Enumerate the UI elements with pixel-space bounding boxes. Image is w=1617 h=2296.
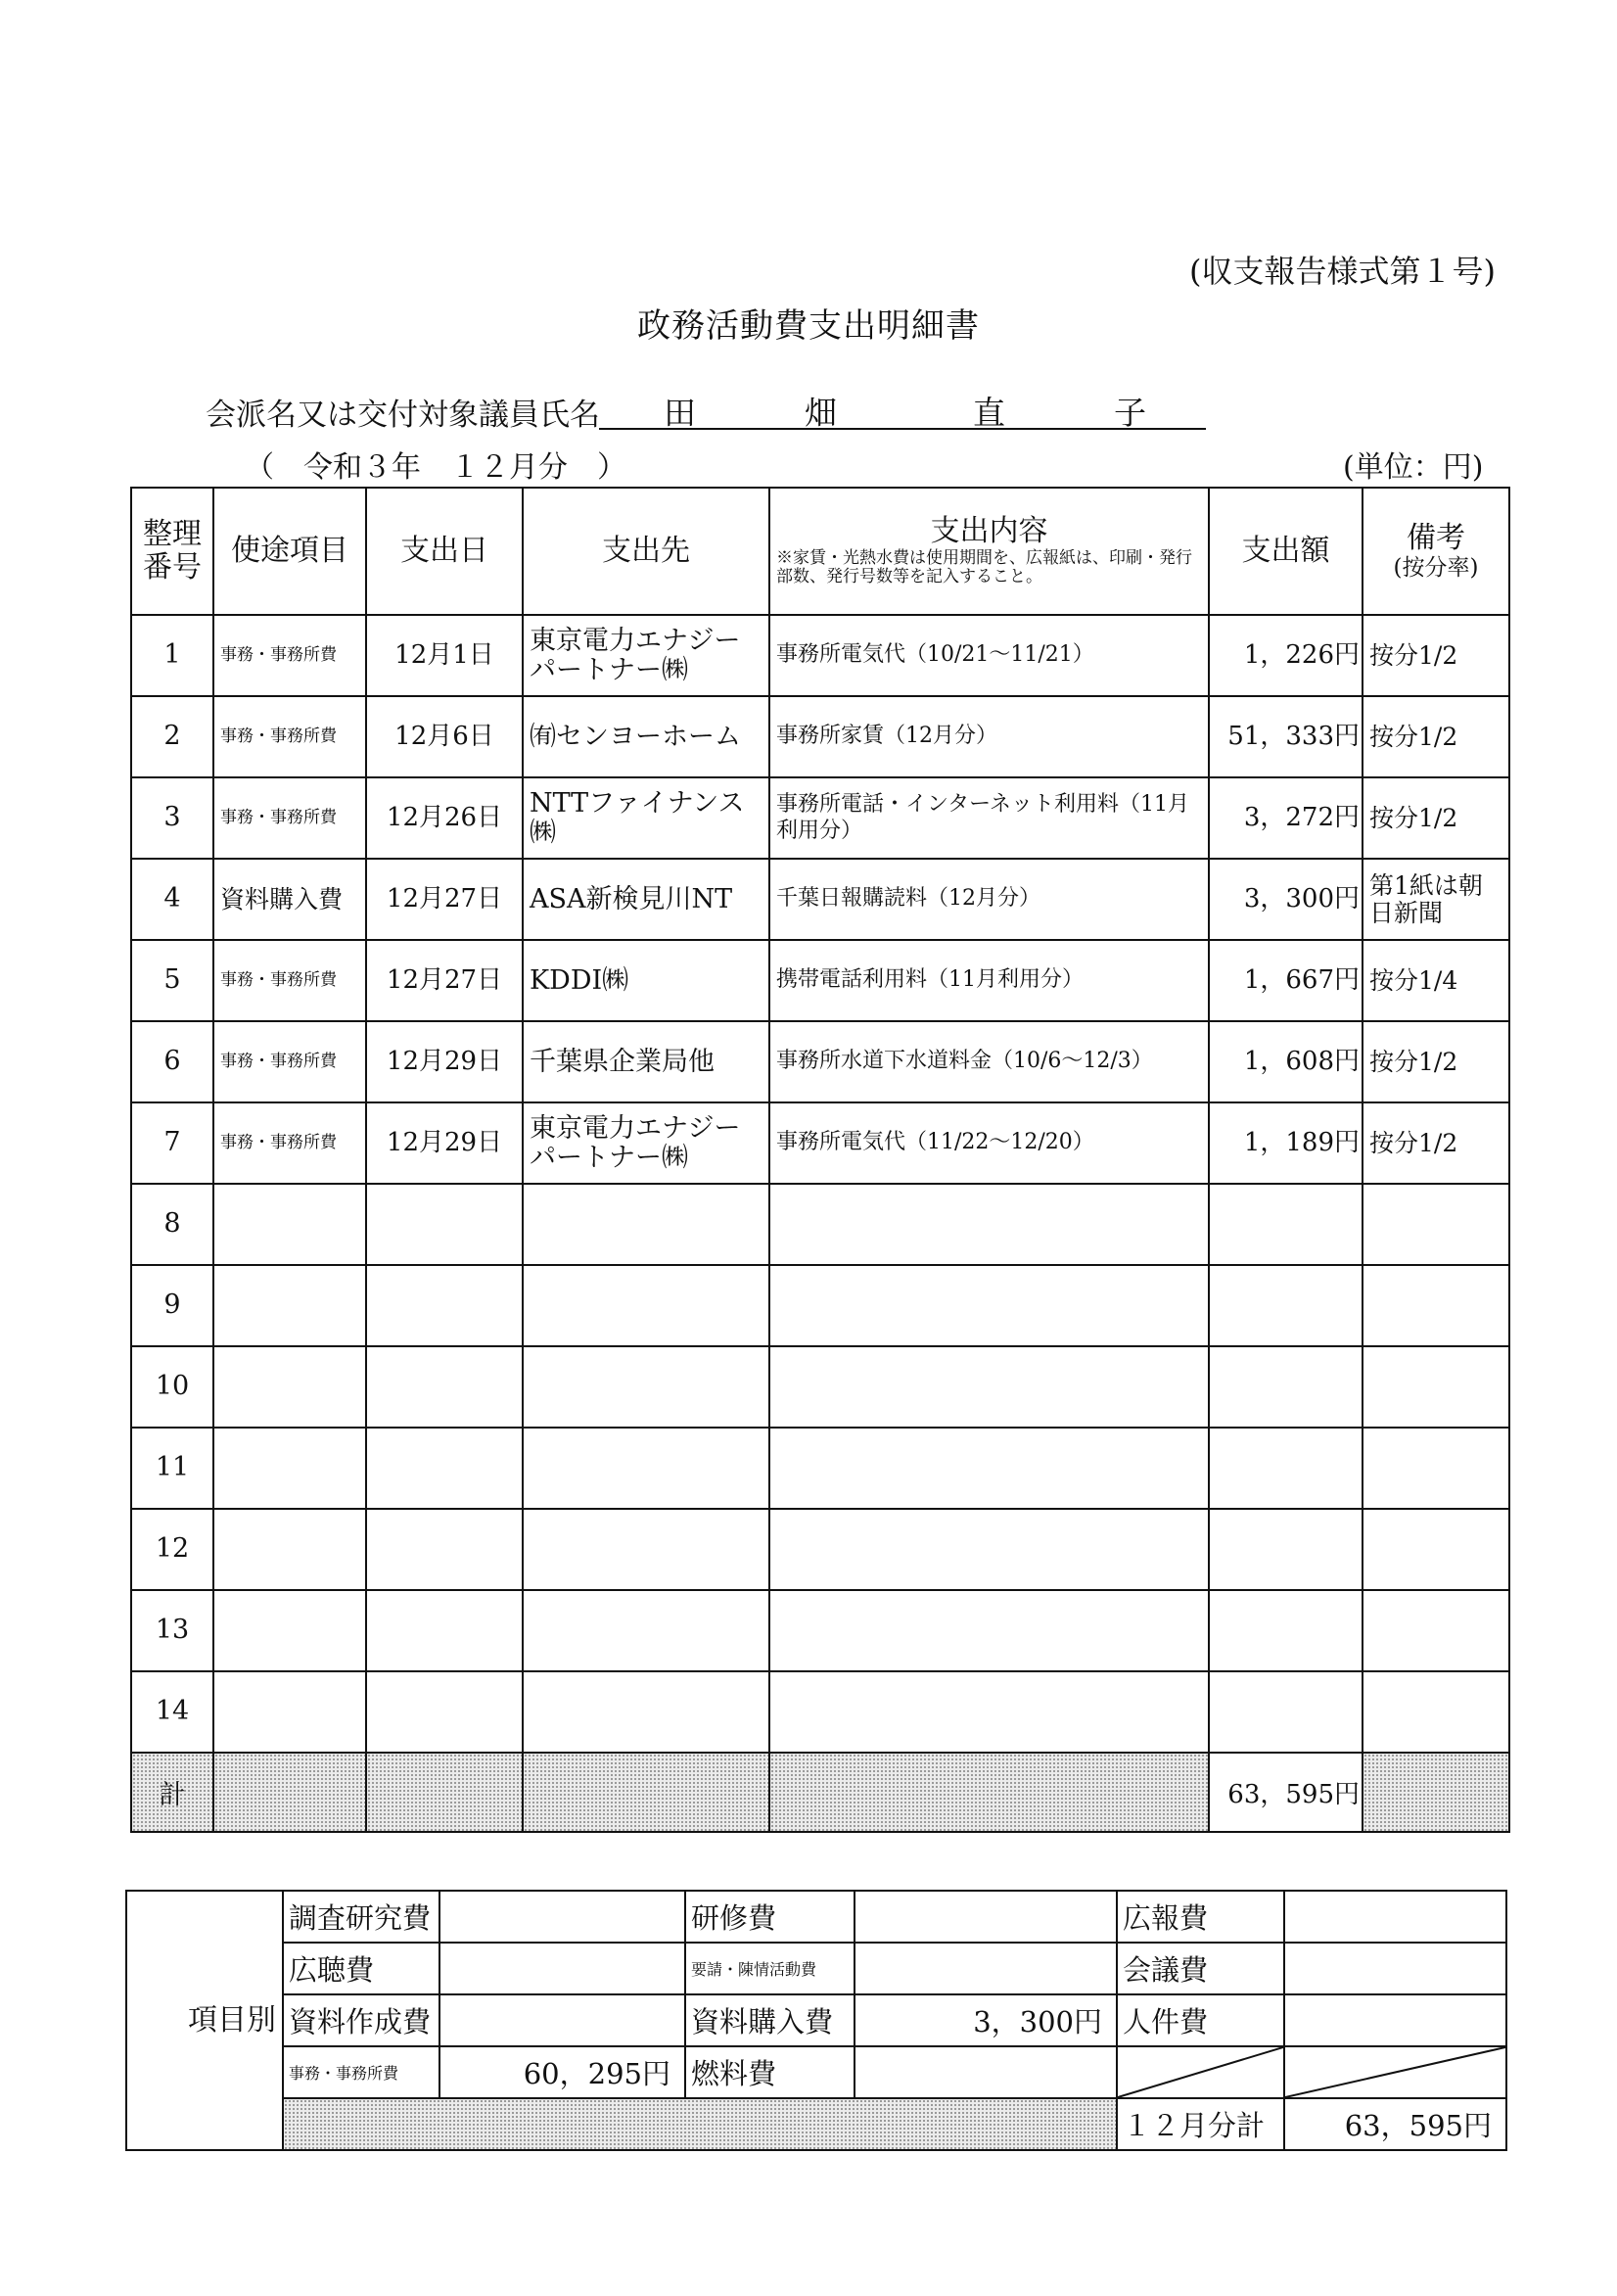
row-remarks: 按分1/4 [1363,940,1509,1021]
row-content: 千葉日報購読料（12月分） [769,859,1209,940]
row-amount: 51，333円 [1209,696,1363,777]
row-usage: 事務・事務所費 [213,940,366,1021]
table-row [131,1346,1509,1428]
total-shaded-cell [523,1753,769,1832]
row-date: 12月26日 [366,777,523,859]
row-amount: 1，667円 [1209,940,1363,1021]
row-date: 12月29日 [366,1021,523,1102]
row-content: 事務所水道下水道料金（10/6～12/3） [769,1021,1209,1102]
header-no: 整理番号 [131,488,213,615]
row-usage [213,1590,366,1671]
row-usage: 事務・事務所費 [213,696,366,777]
row-amount: 3，300円 [1209,859,1363,940]
summary-label-office: 事務・事務所費 [283,2046,439,2098]
row-amount: 1，189円 [1209,1102,1363,1184]
row-content [769,1265,1209,1346]
row-amount: 3，272円 [1209,777,1363,859]
row-remarks [1363,1428,1509,1509]
row-remarks [1363,1346,1509,1428]
row-payee: 千葉県企業局他 [523,1021,769,1102]
row-number: 2 [131,696,213,777]
row-number: 14 [131,1671,213,1753]
header-amount: 支出額 [1209,488,1363,615]
summary-shaded-cell [283,2098,1117,2150]
header-payee: 支出先 [523,488,769,615]
table-row [131,940,1509,1021]
row-payee: ASA新検見川NT [523,859,769,940]
expense-detail-table [130,487,1510,1833]
total-row [131,1753,1509,1832]
summary-amount-fuel [855,2046,1117,2098]
row-payee: 東京電力エナジーパートナー㈱ [523,1102,769,1184]
row-number: 10 [131,1346,213,1428]
row-number: 13 [131,1590,213,1671]
row-usage: 資料購入費 [213,859,366,940]
total-shaded-cell [213,1753,366,1832]
month-total-amount: 63，595円 [1284,2098,1506,2150]
row-payee [523,1428,769,1509]
row-usage: 事務・事務所費 [213,1102,366,1184]
table-row [131,1428,1509,1509]
summary-label-training: 研修費 [685,1891,855,1943]
header-remarks-title: 備考 [1407,520,1465,555]
table-body [131,615,1509,1753]
table-row [131,1590,1509,1671]
summary-label-meeting: 会議費 [1117,1943,1284,1994]
row-date [366,1265,523,1346]
row-number: 6 [131,1021,213,1102]
row-payee [523,1590,769,1671]
total-shaded-cell [366,1753,523,1832]
row-date: 12月1日 [366,615,523,696]
row-number: 7 [131,1102,213,1184]
row-remarks: 第1紙は朝日新聞 [1363,859,1509,940]
header-remarks [1363,488,1509,615]
row-payee [523,1509,769,1590]
table-row [131,1671,1509,1753]
summary-label-purchase: 資料購入費 [685,1994,855,2046]
row-usage [213,1509,366,1590]
diagonal-strike [1118,2047,1283,2097]
row-remarks: 按分1/2 [1363,615,1509,696]
summary-amount-hearing [439,1943,685,1994]
row-content [769,1184,1209,1265]
row-payee [523,1184,769,1265]
member-name-char: 田 [664,394,696,432]
summary-label-fuel: 燃料費 [685,2046,855,2098]
row-amount [1209,1428,1363,1509]
row-remarks: 按分1/2 [1363,1021,1509,1102]
row-remarks [1363,1265,1509,1346]
row-date [366,1590,523,1671]
row-usage: 事務・事務所費 [213,615,366,696]
summary-amount-meeting [1284,1943,1506,1994]
row-usage [213,1671,366,1753]
row-content: 事務所家賃（12月分） [769,696,1209,777]
row-remarks [1363,1509,1509,1590]
row-usage [213,1265,366,1346]
table-row [131,1509,1509,1590]
row-number: 11 [131,1428,213,1509]
total-shaded-cell [1363,1753,1509,1832]
row-date [366,1184,523,1265]
summary-label-hearing: 広聴費 [283,1943,439,1994]
summary-void-cell [1284,2046,1506,2098]
row-date [366,1671,523,1753]
row-amount: 1，608円 [1209,1021,1363,1102]
row-amount [1209,1265,1363,1346]
header-content-title: 支出内容 [930,514,1048,549]
row-remarks: 按分1/2 [1363,777,1509,859]
summary-row [126,2098,1506,2150]
total-amount: 63，595円 [1209,1753,1363,1832]
row-amount [1209,1184,1363,1265]
summary-row [126,1943,1506,1994]
row-usage [213,1346,366,1428]
row-amount [1209,1590,1363,1671]
summary-label-research: 調査研究費 [283,1891,439,1943]
summary-amount-pr [1284,1891,1506,1943]
summary-label-petition: 要請・陳情活動費 [685,1943,855,1994]
row-date: 12月6日 [366,696,523,777]
category-label [126,1891,283,2150]
row-date [366,1428,523,1509]
row-amount [1209,1671,1363,1753]
row-remarks: 按分1/2 [1363,1102,1509,1184]
row-payee [523,1265,769,1346]
row-number: 9 [131,1265,213,1346]
row-payee: KDDI㈱ [523,940,769,1021]
member-name-label: 会派名又は交付対象議員氏名 [206,398,600,433]
header-date: 支出日 [366,488,523,615]
table-row [131,1265,1509,1346]
unit-label: (単位：円) [1343,450,1484,485]
row-amount [1209,1346,1363,1428]
header-remarks-sub: (按分率) [1393,555,1479,582]
row-content [769,1346,1209,1428]
summary-label-pr: 広報費 [1117,1891,1284,1943]
row-content [769,1590,1209,1671]
summary-label-documents: 資料作成費 [283,1994,439,2046]
table-row [131,615,1509,696]
row-date [366,1509,523,1590]
row-usage: 事務・事務所費 [213,777,366,859]
member-name-char: 直 [973,394,1005,432]
row-content [769,1428,1209,1509]
row-date: 12月27日 [366,940,523,1021]
row-amount [1209,1509,1363,1590]
summary-void-cell [1117,2046,1284,2098]
diagonal-strike [1285,2047,1505,2097]
summary-label-personnel: 人件費 [1117,1994,1284,2046]
header-usage: 使途項目 [213,488,366,615]
form-number: (収支報告様式第１号) [1189,253,1496,290]
row-usage: 事務・事務所費 [213,1021,366,1102]
row-content [769,1509,1209,1590]
page-title: 政務活動費支出明細書 [637,306,980,346]
row-amount: 1，226円 [1209,615,1363,696]
summary-amount-petition [855,1943,1117,1994]
summary-row [126,1994,1506,2046]
summary-amount-purchase: 3，300円 [855,1994,1117,2046]
table-row [131,859,1509,940]
total-shaded-cell [769,1753,1209,1832]
row-remarks [1363,1184,1509,1265]
month-total-label: １２月分計 [1117,2098,1284,2150]
row-usage [213,1184,366,1265]
table-row [131,1184,1509,1265]
row-content: 事務所電話・インターネット利用料（11月利用分） [769,777,1209,859]
summary-amount-office: 60，295円 [439,2046,685,2098]
member-name-char: 畑 [805,394,837,432]
table-header-row [131,488,1509,615]
header-content-note: ※家賃・光熱水費は使用期間を、広報紙は、印刷・発行部数、発行号数等を記入すること。 [776,547,1192,587]
category-label-text: 項目別 [188,2002,276,2038]
row-date: 12月27日 [366,859,523,940]
table-row [131,1102,1509,1184]
row-number: 8 [131,1184,213,1265]
row-content [769,1671,1209,1753]
summary-amount-training [855,1891,1117,1943]
row-payee [523,1671,769,1753]
member-name-char: 子 [1114,394,1146,432]
row-remarks [1363,1590,1509,1671]
row-number: 4 [131,859,213,940]
report-period: （ 令和３年 １２月分 ） [245,450,626,485]
row-payee: 東京電力エナジーパートナー㈱ [523,615,769,696]
total-label: 計 [131,1753,213,1832]
summary-amount-personnel [1284,1994,1506,2046]
summary-amount-research [439,1891,685,1943]
summary-amount-documents [439,1994,685,2046]
row-number: 1 [131,615,213,696]
name-underline [599,428,1206,430]
header-content [769,488,1209,615]
member-name [599,388,1206,432]
row-date: 12月29日 [366,1102,523,1184]
row-content: 事務所電気代（10/21～11/21） [769,615,1209,696]
summary-row [126,1891,1506,1943]
category-summary-table [125,1890,1507,2151]
row-usage [213,1428,366,1509]
row-date [366,1346,523,1428]
row-remarks [1363,1671,1509,1753]
row-remarks: 按分1/2 [1363,696,1509,777]
table-row [131,777,1509,859]
row-payee: ㈲センヨーホーム [523,696,769,777]
row-number: 12 [131,1509,213,1590]
row-content: 携帯電話利用料（11月利用分） [769,940,1209,1021]
row-number: 3 [131,777,213,859]
row-content: 事務所電気代（11/22～12/20） [769,1102,1209,1184]
summary-row [126,2046,1506,2098]
table-row [131,696,1509,777]
row-number: 5 [131,940,213,1021]
row-payee: NTTファイナンス㈱ [523,777,769,859]
table-row [131,1021,1509,1102]
row-payee [523,1346,769,1428]
